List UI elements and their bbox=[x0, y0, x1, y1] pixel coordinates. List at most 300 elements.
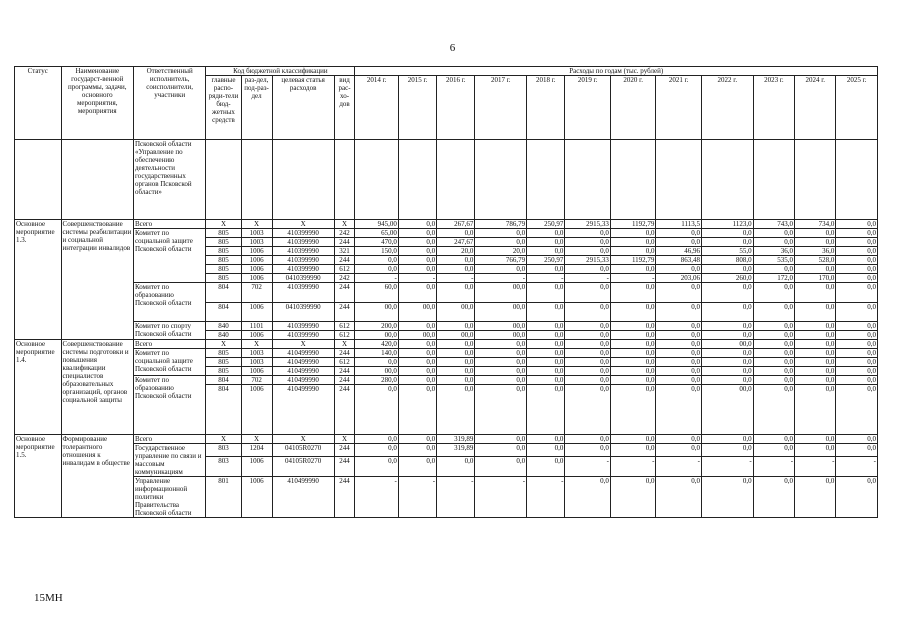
m14-exec-education: Комитет по образованию Псковской области bbox=[133, 376, 205, 435]
cell-amount: 0,0 bbox=[475, 358, 527, 367]
cell-amount: 0,0 bbox=[437, 283, 475, 303]
cell-amount: 0,0 bbox=[565, 340, 611, 349]
cell-amount: 00,0 bbox=[437, 302, 475, 322]
cell-amount: 0,0 bbox=[610, 444, 656, 457]
cell-amount: 0,0 bbox=[753, 331, 794, 340]
cell-target-article: 04105R0270 bbox=[272, 444, 334, 457]
cell-amount: 0,0 bbox=[656, 435, 702, 444]
cell-amount: 00,0 bbox=[475, 331, 527, 340]
cell-amount: - bbox=[565, 274, 611, 283]
m13-exec-sport: Комитет по спорту Псковской области bbox=[133, 322, 205, 340]
cell-target-article: 0410399990 bbox=[272, 274, 334, 283]
cell-amount: 0,0 bbox=[610, 349, 656, 358]
header-name: Наименование государст-венной программы, задачи, основного мероприятия, мероприятия bbox=[61, 67, 133, 140]
cell-amount: 0,0 bbox=[836, 477, 878, 518]
cell-target-article: 410499990 bbox=[272, 349, 334, 358]
cell-amount: 0,0 bbox=[437, 340, 475, 349]
cell-code: X bbox=[241, 220, 272, 229]
cell-amount: 1123,0 bbox=[701, 220, 753, 229]
header-year: 2019 г. bbox=[565, 76, 611, 140]
cell-amount: 0,0 bbox=[475, 238, 527, 247]
cell-amount: 0,0 bbox=[753, 229, 794, 238]
cell-amount: 0,0 bbox=[836, 367, 878, 376]
cell-amount: - bbox=[610, 274, 656, 283]
cell-code: 1006 bbox=[241, 331, 272, 340]
cell-code: 840 bbox=[206, 331, 241, 340]
cell-amount: 260,0 bbox=[701, 274, 753, 283]
cell-amount: 203,06 bbox=[656, 274, 702, 283]
cell-amount: 36,0 bbox=[753, 247, 794, 256]
cell-amount: - bbox=[398, 477, 436, 518]
cell-amount: 0,0 bbox=[527, 435, 565, 444]
cell-amount: 0,0 bbox=[701, 477, 753, 518]
page-number: 6 bbox=[449, 42, 456, 54]
cell-amount: 743,0 bbox=[753, 220, 794, 229]
cell-amount: 0,0 bbox=[836, 229, 878, 238]
cell-amount: 0,0 bbox=[398, 376, 436, 385]
cell-amount: 0,0 bbox=[795, 444, 836, 457]
cell-amount: 0,0 bbox=[475, 349, 527, 358]
cell-amount: 0,0 bbox=[753, 385, 794, 435]
cell-amount: 0,0 bbox=[527, 385, 565, 435]
cell-amount: 0,0 bbox=[795, 283, 836, 303]
cell-target-article: 410399990 bbox=[272, 238, 334, 247]
cell-amount: 0,0 bbox=[527, 367, 565, 376]
cell-amount: 0,0 bbox=[398, 444, 436, 457]
cell-amount: 0,0 bbox=[355, 444, 398, 457]
cell-amount: 0,0 bbox=[836, 274, 878, 283]
cell-amount: 0,0 bbox=[398, 229, 436, 238]
table-header bbox=[15, 67, 878, 140]
cell-amount: 1192,79 bbox=[610, 220, 656, 229]
cell-amount: 0,0 bbox=[565, 444, 611, 457]
m14-exec-all: Всего bbox=[133, 340, 205, 349]
cell-amount: 00,0 bbox=[475, 322, 527, 331]
cell-amount: 0,0 bbox=[610, 322, 656, 331]
cell-code: 244 bbox=[334, 457, 355, 477]
m15-status: Основное мероприятие 1.5. bbox=[15, 435, 62, 518]
cell-code: 804 bbox=[206, 302, 241, 322]
cell-amount: 319,89 bbox=[437, 435, 475, 444]
cell-target-article: 410399990 bbox=[272, 256, 334, 265]
cell-amount: 1192,79 bbox=[610, 256, 656, 265]
cell-amount: 0,0 bbox=[610, 358, 656, 367]
header-rzpr: раз-дел, под-раз-дел bbox=[241, 76, 272, 140]
cell-code: 805 bbox=[206, 256, 241, 265]
cell-amount: 0,0 bbox=[610, 283, 656, 303]
cell-amount: 0,0 bbox=[795, 385, 836, 435]
m14-name: Совершенствование системы подготовки и повышения квалификации специалистов образовательных организаций, органов социальной защиты bbox=[61, 340, 133, 435]
cell-amount: 0,0 bbox=[795, 238, 836, 247]
footer-code: 15МН bbox=[34, 592, 63, 604]
cell-amount: 0,0 bbox=[565, 349, 611, 358]
cell-target-article: 410499990 bbox=[272, 367, 334, 376]
cell-amount: 0,0 bbox=[398, 247, 436, 256]
cell-amount: 0,0 bbox=[527, 265, 565, 274]
cell-amount: 0,0 bbox=[565, 385, 611, 435]
cell-amount: 0,0 bbox=[565, 283, 611, 303]
cell-amount: 0,0 bbox=[753, 283, 794, 303]
cell-amount: 0,0 bbox=[656, 349, 702, 358]
cell-amount: 0,0 bbox=[701, 331, 753, 340]
header-year: 2021 г. bbox=[656, 76, 702, 140]
cell-code: X bbox=[334, 340, 355, 349]
cell-code: 1006 bbox=[241, 265, 272, 274]
header-year: 2018 г. bbox=[527, 76, 565, 140]
header-grbs: главные распо-ряди-тели бюд-жетных средств bbox=[206, 76, 241, 140]
cell-code: 805 bbox=[206, 247, 241, 256]
cell-code: 244 bbox=[334, 444, 355, 457]
cell-amount: - bbox=[437, 274, 475, 283]
cell-amount: 0,0 bbox=[610, 331, 656, 340]
cell-amount: 0,0 bbox=[836, 385, 878, 435]
cell-amount: - bbox=[565, 457, 611, 477]
table-row bbox=[15, 477, 878, 518]
cell-amount: 0,0 bbox=[753, 340, 794, 349]
cell-target-article: 410499990 bbox=[272, 477, 334, 518]
cell-amount: 0,0 bbox=[836, 322, 878, 331]
header-vr: вид рас-хо-дов bbox=[334, 76, 355, 140]
cell-amount: 420,0 bbox=[355, 340, 398, 349]
cell-target-article: 410499990 bbox=[272, 358, 334, 367]
cell-code: 1101 bbox=[241, 322, 272, 331]
cell-amount: 0,0 bbox=[398, 457, 436, 477]
cell-amount: 0,0 bbox=[398, 349, 436, 358]
cell-amount: 0,0 bbox=[565, 322, 611, 331]
cell-code: 702 bbox=[241, 376, 272, 385]
table-row bbox=[15, 220, 878, 229]
cell-amount: 734,0 bbox=[795, 220, 836, 229]
cell-amount: - bbox=[753, 457, 794, 477]
cell-code: 244 bbox=[334, 349, 355, 358]
m13-exec-education: Комитет по образованию Псковской области bbox=[133, 283, 205, 322]
cell-amount: 0,0 bbox=[836, 435, 878, 444]
cell-amount: 0,0 bbox=[656, 229, 702, 238]
cell-amount: 0,0 bbox=[610, 247, 656, 256]
cell-amount: 528,0 bbox=[795, 256, 836, 265]
cell-amount: 0,0 bbox=[656, 477, 702, 518]
cell-amount: 0,0 bbox=[836, 247, 878, 256]
cell-amount: 0,0 bbox=[437, 367, 475, 376]
cell-amount: 0,0 bbox=[437, 256, 475, 265]
cell-code: X bbox=[206, 435, 241, 444]
cell-code: 1006 bbox=[241, 367, 272, 376]
m15-exec-info: Управление информационной политики Правительства Псковской области bbox=[133, 477, 205, 518]
cell-amount: 0,0 bbox=[398, 265, 436, 274]
cell-amount: 0,0 bbox=[753, 376, 794, 385]
cell-amount: 00,0 bbox=[355, 302, 398, 322]
cell-amount: 247,67 bbox=[437, 238, 475, 247]
cell-target-article: 410399990 bbox=[272, 322, 334, 331]
cell-amount: 0,0 bbox=[753, 349, 794, 358]
table-row bbox=[15, 283, 878, 303]
cell-target-article: 410399990 bbox=[272, 247, 334, 256]
cell-code: 242 bbox=[334, 229, 355, 238]
m15-exec-all: Всего bbox=[133, 435, 205, 444]
cell-amount: 0,0 bbox=[527, 457, 565, 477]
cell-amount: 0,0 bbox=[656, 358, 702, 367]
cell-code: X bbox=[334, 220, 355, 229]
cell-code: 805 bbox=[206, 229, 241, 238]
header-year: 2020 г. bbox=[610, 76, 656, 140]
cell-code: 612 bbox=[334, 265, 355, 274]
cell-amount: 0,0 bbox=[656, 302, 702, 322]
cell-amount: 319,89 bbox=[437, 444, 475, 457]
cell-amount: 0,0 bbox=[475, 265, 527, 274]
header-year: 2016 г. bbox=[437, 76, 475, 140]
cell-amount: 1113,5 bbox=[656, 220, 702, 229]
cell-code: 1003 bbox=[241, 349, 272, 358]
cell-amount: 36,0 bbox=[795, 247, 836, 256]
cell-amount: 0,0 bbox=[475, 376, 527, 385]
cell-amount: 0,0 bbox=[795, 302, 836, 322]
cell-amount: 00,0 bbox=[701, 340, 753, 349]
budget-table bbox=[14, 66, 878, 518]
cell-code: 803 bbox=[206, 444, 241, 457]
cell-amount: 0,0 bbox=[437, 376, 475, 385]
cell-amount: 2915,33 bbox=[565, 256, 611, 265]
m15-exec-comm: Государственное управление по связи и массовым коммуникациям bbox=[133, 444, 205, 477]
cell-amount: 46,96 bbox=[656, 247, 702, 256]
cell-code: 702 bbox=[241, 283, 272, 303]
header-status: Статус bbox=[15, 67, 62, 140]
cell-amount: 0,0 bbox=[656, 331, 702, 340]
cell-amount: 0,0 bbox=[656, 444, 702, 457]
cell-amount: 00,0 bbox=[355, 367, 398, 376]
cell-amount: 60,0 bbox=[355, 283, 398, 303]
cell-amount: 0,0 bbox=[565, 247, 611, 256]
cell-amount: 0,0 bbox=[610, 376, 656, 385]
cell-amount: 0,0 bbox=[701, 238, 753, 247]
table-row bbox=[15, 322, 878, 331]
cell-amount: 0,0 bbox=[565, 435, 611, 444]
cell-amount: 200,0 bbox=[355, 322, 398, 331]
header-year: 2024 г. bbox=[795, 76, 836, 140]
cell-amount: 0,0 bbox=[701, 229, 753, 238]
cell-amount: 0,0 bbox=[475, 367, 527, 376]
cell-target-article: 410499990 bbox=[272, 376, 334, 385]
cell-amount: 0,0 bbox=[701, 367, 753, 376]
cell-code: 244 bbox=[334, 376, 355, 385]
cell-target-article: 410499990 bbox=[272, 385, 334, 435]
m13-exec-social: Комитет по социальной защите Псковской области bbox=[133, 229, 205, 283]
cell-amount: 0,0 bbox=[527, 331, 565, 340]
header-kbk-group: Код бюджетной классификации bbox=[206, 67, 355, 76]
cell-code: 805 bbox=[206, 265, 241, 274]
cell-amount: 0,0 bbox=[398, 220, 436, 229]
cell-amount: 0,0 bbox=[398, 385, 436, 435]
cell-amount: 00,0 bbox=[398, 331, 436, 340]
cell-amount: 20,0 bbox=[475, 247, 527, 256]
cell-target-article: X bbox=[272, 435, 334, 444]
cell-target-article: 410399990 bbox=[272, 331, 334, 340]
cell-amount: 00,0 bbox=[475, 283, 527, 303]
cell-amount: 0,0 bbox=[656, 376, 702, 385]
cell-amount: 0,0 bbox=[355, 358, 398, 367]
cell-code: 1006 bbox=[241, 302, 272, 322]
cell-amount: 0,0 bbox=[836, 340, 878, 349]
cell-target-article: X bbox=[272, 340, 334, 349]
cell-code: 840 bbox=[206, 322, 241, 331]
cell-amount: 20,0 bbox=[437, 247, 475, 256]
m13-exec-all: Всего bbox=[133, 220, 205, 229]
cell-amount: 0,0 bbox=[565, 376, 611, 385]
cell-amount: 0,0 bbox=[527, 340, 565, 349]
cell-amount: - bbox=[701, 457, 753, 477]
cell-amount: 0,0 bbox=[398, 340, 436, 349]
cell-amount: 267,67 bbox=[437, 220, 475, 229]
cell-target-article: 410399990 bbox=[272, 283, 334, 303]
cell-amount: 0,0 bbox=[527, 322, 565, 331]
cell-amount: 55,0 bbox=[701, 247, 753, 256]
cell-amount: 00,0 bbox=[701, 385, 753, 435]
cell-amount: 808,0 bbox=[701, 256, 753, 265]
cell-amount: 0,0 bbox=[795, 367, 836, 376]
cell-code: 1006 bbox=[241, 274, 272, 283]
cell-code: 242 bbox=[334, 274, 355, 283]
cell-amount: 0,0 bbox=[836, 444, 878, 457]
cell-code: 612 bbox=[334, 331, 355, 340]
cell-amount: 0,0 bbox=[656, 265, 702, 274]
cell-amount: - bbox=[610, 457, 656, 477]
cell-amount: - bbox=[475, 477, 527, 518]
cell-amount: 0,0 bbox=[565, 302, 611, 322]
cell-amount: 0,0 bbox=[565, 477, 611, 518]
cell-amount: 0,0 bbox=[565, 238, 611, 247]
cell-amount: 0,0 bbox=[656, 238, 702, 247]
cell-code: 805 bbox=[206, 274, 241, 283]
header-year: 2022 г. bbox=[701, 76, 753, 140]
cell-amount: - bbox=[795, 457, 836, 477]
cell-code: 1003 bbox=[241, 358, 272, 367]
cell-amount: 0,0 bbox=[795, 358, 836, 367]
cell-amount: 0,0 bbox=[753, 302, 794, 322]
cell-amount: 0,0 bbox=[398, 322, 436, 331]
cell-amount: 170,0 bbox=[795, 274, 836, 283]
cell-amount: 0,0 bbox=[437, 229, 475, 238]
cell-amount: 0,0 bbox=[527, 238, 565, 247]
cell-amount: 0,0 bbox=[701, 444, 753, 457]
cell-code: X bbox=[241, 435, 272, 444]
cell-code: 612 bbox=[334, 358, 355, 367]
cell-amount: 0,0 bbox=[753, 435, 794, 444]
table-row bbox=[15, 376, 878, 385]
cell-code: 1006 bbox=[241, 477, 272, 518]
cell-code: 805 bbox=[206, 238, 241, 247]
cell-amount: 0,0 bbox=[836, 238, 878, 247]
cell-amount: 0,0 bbox=[475, 435, 527, 444]
cell-amount: 470,0 bbox=[355, 238, 398, 247]
cell-amount: 0,0 bbox=[753, 444, 794, 457]
cell-amount: 0,0 bbox=[701, 283, 753, 303]
cell-amount: 0,0 bbox=[437, 265, 475, 274]
cell-amount: 0,0 bbox=[795, 349, 836, 358]
cell-amount: 65,00 bbox=[355, 229, 398, 238]
cell-amount: 0,0 bbox=[355, 457, 398, 477]
cell-code: 1006 bbox=[241, 457, 272, 477]
cell-amount: 0,0 bbox=[475, 457, 527, 477]
cell-amount: 0,0 bbox=[836, 220, 878, 229]
table-row bbox=[15, 435, 878, 444]
cell-amount: 0,0 bbox=[527, 283, 565, 303]
cell-amount: 0,0 bbox=[753, 265, 794, 274]
cell-code: 244 bbox=[334, 367, 355, 376]
cell-amount: 0,0 bbox=[753, 477, 794, 518]
cell-amount: 945,00 bbox=[355, 220, 398, 229]
table-row bbox=[15, 340, 878, 349]
cell-amount: 0,0 bbox=[795, 322, 836, 331]
m15-name: Формирование толерантного отношения к инвалидам в обществе bbox=[61, 435, 133, 518]
cell-amount: 0,0 bbox=[565, 358, 611, 367]
cell-amount: 0,0 bbox=[795, 340, 836, 349]
cell-amount: - bbox=[836, 457, 878, 477]
cell-amount: 250,97 bbox=[527, 256, 565, 265]
header-executor: Ответственный исполнитель, соисполнители, участники bbox=[133, 67, 205, 140]
cell-code: 805 bbox=[206, 367, 241, 376]
cell-code: X bbox=[206, 220, 241, 229]
cell-target-article: 410399990 bbox=[272, 229, 334, 238]
cell-amount: 0,0 bbox=[836, 256, 878, 265]
cell-amount: 150,0 bbox=[355, 247, 398, 256]
cell-amount: 0,0 bbox=[701, 376, 753, 385]
cell-amount: 0,0 bbox=[656, 283, 702, 303]
cell-amount: 0,0 bbox=[836, 331, 878, 340]
cell-amount: 0,0 bbox=[836, 283, 878, 303]
cell-amount: 0,0 bbox=[355, 385, 398, 435]
m14-status: Основное мероприятие 1.4. bbox=[15, 340, 62, 435]
cell-amount: 0,0 bbox=[610, 385, 656, 435]
cell-amount: 0,0 bbox=[836, 358, 878, 367]
cell-amount: 0,0 bbox=[527, 358, 565, 367]
cell-amount: 0,0 bbox=[527, 247, 565, 256]
m13-status: Основное мероприятие 1.3. bbox=[15, 220, 62, 340]
cell-amount: 0,0 bbox=[437, 358, 475, 367]
cell-amount: 0,0 bbox=[475, 340, 527, 349]
cell-code: 1204 bbox=[241, 444, 272, 457]
cell-target-article: 0410399990 bbox=[272, 302, 334, 322]
cell-amount: 535,0 bbox=[753, 256, 794, 265]
cell-code: 321 bbox=[334, 247, 355, 256]
cell-amount: 0,0 bbox=[753, 367, 794, 376]
cell-code: X bbox=[241, 340, 272, 349]
header-year: 2014 г. bbox=[355, 76, 398, 140]
cell-amount: 0,0 bbox=[836, 349, 878, 358]
cell-code: 803 bbox=[206, 457, 241, 477]
header-year: 2023 г. bbox=[753, 76, 794, 140]
cell-amount: 0,0 bbox=[437, 322, 475, 331]
cell-code: 804 bbox=[206, 376, 241, 385]
cell-amount: 0,0 bbox=[701, 322, 753, 331]
cell-target-article: 04105R0270 bbox=[272, 457, 334, 477]
cell-amount: 0,0 bbox=[355, 435, 398, 444]
header-year: 2015 г. bbox=[398, 76, 436, 140]
header-year: 2017 г. bbox=[475, 76, 527, 140]
cell-amount: 00,0 bbox=[355, 331, 398, 340]
cell-amount: 0,0 bbox=[527, 444, 565, 457]
cell-amount: 0,0 bbox=[836, 376, 878, 385]
table-row bbox=[15, 229, 878, 238]
cell-amount: 0,0 bbox=[475, 229, 527, 238]
cell-amount: 0,0 bbox=[795, 435, 836, 444]
cell-amount: 0,0 bbox=[610, 435, 656, 444]
cell-amount: - bbox=[527, 477, 565, 518]
cell-amount: 0,0 bbox=[795, 376, 836, 385]
cell-amount: 0,0 bbox=[527, 229, 565, 238]
cell-amount: 0,0 bbox=[836, 265, 878, 274]
cell-code: 805 bbox=[206, 358, 241, 367]
cell-amount: 0,0 bbox=[398, 283, 436, 303]
cell-code: 804 bbox=[206, 283, 241, 303]
